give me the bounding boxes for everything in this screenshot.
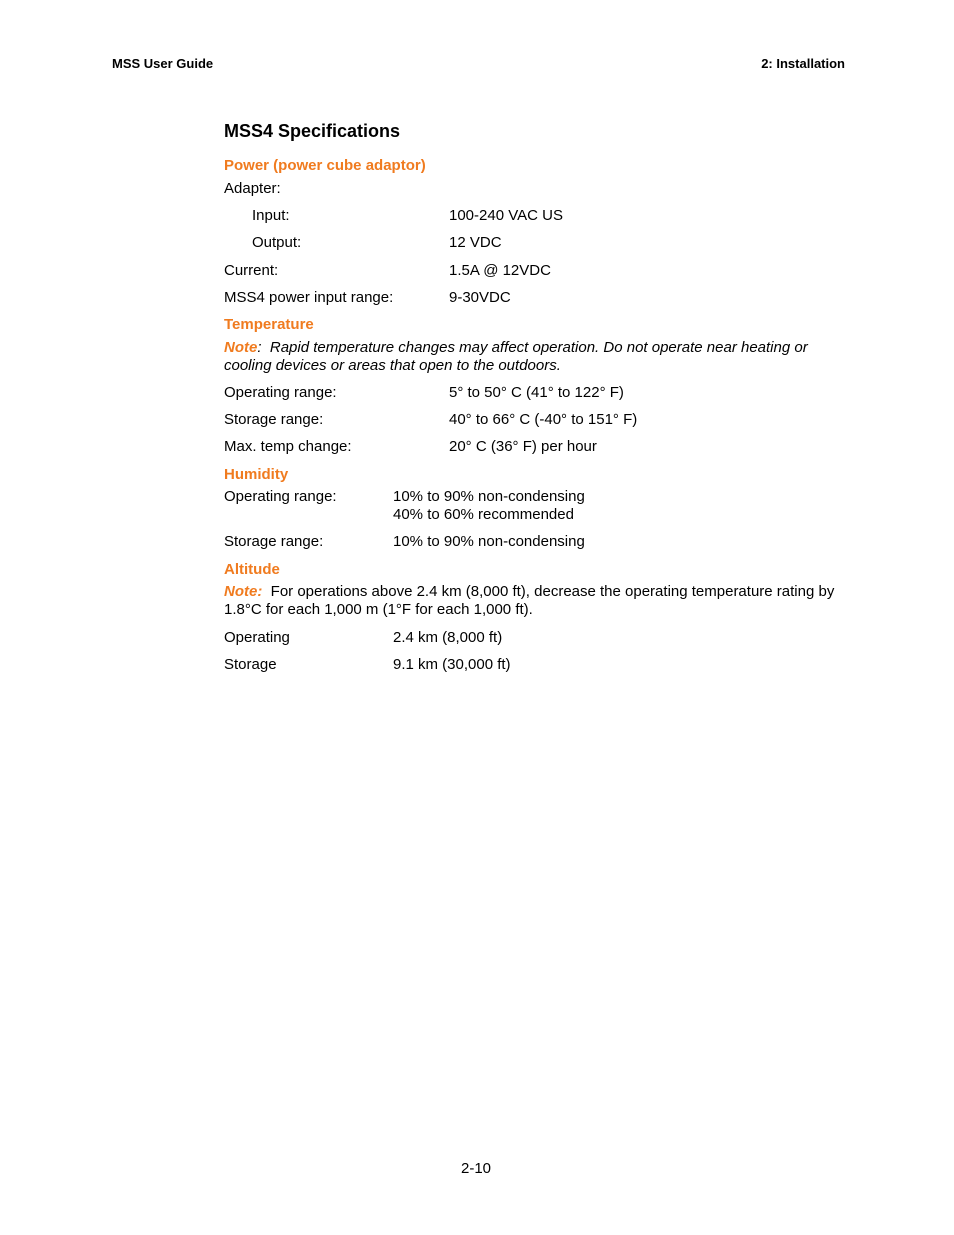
current-value: 1.5A @ 12VDC: [449, 262, 551, 279]
humidity-storage-label: Storage range:: [224, 533, 324, 550]
temp-max-change-label: Max. temp change:: [224, 438, 352, 455]
temp-storage-label: Storage range:: [224, 411, 324, 428]
altitude-note-text: For operations above 2.4 km (8,000 ft), decrease the operating temperature rating by 1.8°C for each 1,000 m (1°F for each 1,000 ft).: [224, 583, 835, 618]
altitude-note-label: Note:: [224, 583, 263, 600]
adapter-label: Adapter:: [224, 180, 281, 197]
altitude-operating-label: Operating: [224, 629, 290, 646]
temperature-heading: Temperature: [224, 316, 314, 333]
temp-max-change-value: 20° C (36° F) per hour: [449, 438, 597, 455]
altitude-storage-label: Storage: [224, 656, 277, 673]
temperature-note-label: Note: [224, 339, 258, 356]
humidity-storage-value: 10% to 90% non-condensing: [393, 533, 585, 550]
humidity-operating-value-2: 40% to 60% recommended: [393, 506, 574, 523]
header-guide-title: MSS User Guide: [112, 56, 214, 71]
header-chapter-title: 2: Installation: [761, 56, 845, 71]
humidity-operating-label: Operating range:: [224, 488, 337, 505]
altitude-heading: Altitude: [224, 561, 280, 578]
humidity-heading: Humidity: [224, 466, 289, 483]
page-title: MSS4 Specifications: [224, 121, 401, 141]
temp-operating-label: Operating range:: [224, 384, 337, 401]
output-value: 12 VDC: [449, 234, 502, 251]
output-label: Output:: [252, 234, 302, 251]
temperature-note: [224, 339, 844, 375]
temperature-note-colon: :: [257, 339, 262, 356]
altitude-operating-value: 2.4 km (8,000 ft): [393, 629, 503, 646]
altitude-note: [224, 583, 844, 619]
current-label: Current:: [224, 262, 279, 279]
input-value: 100-240 VAC US: [449, 207, 563, 224]
temp-storage-value: 40° to 66° C (-40° to 151° F): [449, 411, 638, 428]
temperature-note-text: Rapid temperature changes may affect operation. Do not operate near heating or cooling devices or areas that open to the outdoors.: [224, 339, 808, 374]
humidity-operating-value-1: 10% to 90% non-condensing: [393, 488, 585, 505]
power-range-label: MSS4 power input range:: [224, 289, 394, 306]
page-number: 2-10: [461, 1160, 492, 1177]
power-heading: Power (power cube adaptor): [224, 157, 426, 174]
temp-operating-value: 5° to 50° C (41° to 122° F): [449, 384, 624, 401]
input-label: Input:: [252, 207, 290, 224]
power-range-value: 9-30VDC: [449, 289, 511, 306]
altitude-storage-value: 9.1 km (30,000 ft): [393, 656, 511, 673]
